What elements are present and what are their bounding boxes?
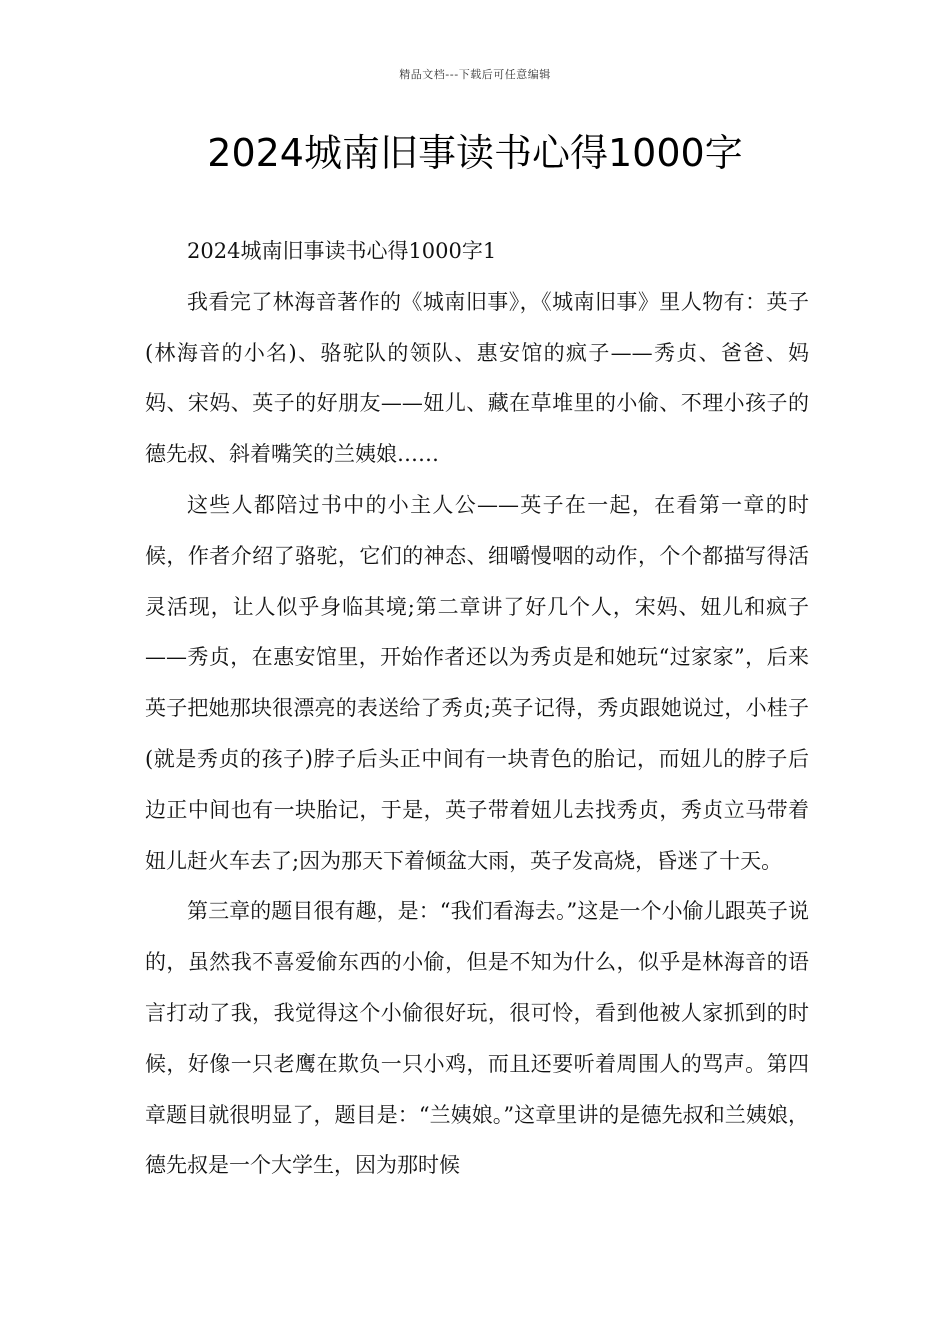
- paragraph-3: 第三章的题目很有趣，是：“我们看海去。”这是一个小偷儿跟英子说的，虽然我不喜爱偷东西的小偷，但是不知为什么，似乎是林海音的语言打动了我，我觉得这个小偷很好玩，很可怜，看到他被人家抓到的时候，好像一只老鹰在欺负一只小鸡，而且还要听着周围人的骂声。第四章题目就很明显了，题目是：“兰姨娘。”这章里讲的是德先叔和兰姨娘，德先叔是一个大学生，因为那时候: [145, 899, 809, 1178]
- paragraph-1: 我看完了林海音著作的《城南旧事》，《城南旧事》里人物有：英子(林海音的小名)、骆驼队的领队、惠安馆的疯子——秀贞、爸爸、妈妈、宋妈、英子的好朋友——妞儿、藏在草堆里的小偷、不理小孩子的德先叔、斜着嘴笑的兰姨娘……: [145, 289, 809, 467]
- document-body: [145, 226, 809, 1191]
- document-title: 2024城南旧事读书心得1000字: [207, 131, 743, 175]
- header-note: 精品文档---下载后可任意编辑: [399, 68, 551, 81]
- document-subtitle: 2024城南旧事读书心得1000字1: [187, 239, 497, 263]
- paragraph-2: 这些人都陪过书中的小主人公——英子在一起，在看第一章的时候，作者介绍了骆驼，它们的神态、细嚼慢咽的动作，个个都描写得活灵活现，让人似乎身临其境;第二章讲了好几个人，宋妈、妞儿和疯子——秀贞，在惠安馆里，开始作者还以为秀贞是和她玩“过家家”，后来英子把她那块很漂亮的表送给了秀贞;英子记得，秀贞跟她说过，小桂子(就是秀贞的孩子)脖子后头正中间有一块青色的胎记，而妞儿的脖子后边正中间也有一块胎记，于是，英子带着妞儿去找秀贞，秀贞立马带着妞儿赶火车去了;因为那天下着倾盆大雨，英子发高烧，昏迷了十天。: [145, 492, 809, 873]
